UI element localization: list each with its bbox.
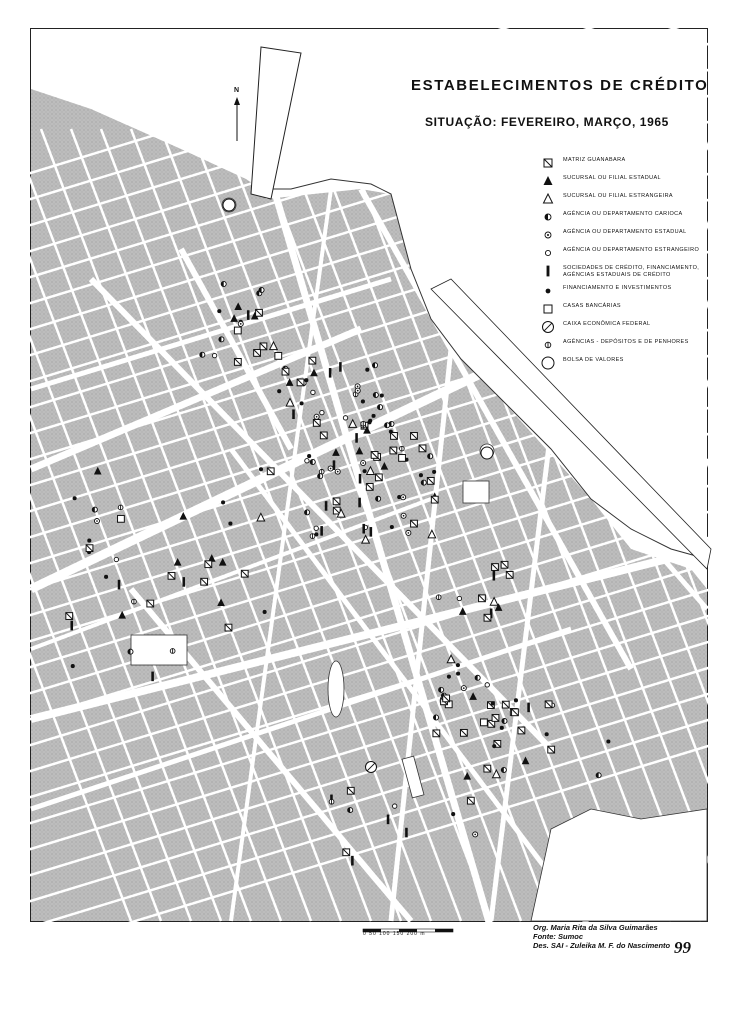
filled-dot-marker [372, 414, 376, 418]
page-number: 99 [674, 938, 691, 957]
filled-dot-icon [539, 285, 557, 297]
legend-item [539, 321, 729, 333]
half-filled-circle-marker [219, 337, 224, 342]
crossed-square-marker [267, 468, 274, 475]
crossed-square-marker [545, 701, 552, 708]
legend-label: AGÊNCIA OU DEPARTAMENTO CARIOCA [563, 211, 683, 217]
scale-labels: 0 50 100 150 200 m [363, 931, 426, 937]
dotted-circle-marker [314, 414, 319, 419]
barred-circle-marker [436, 595, 441, 600]
filled-dot-marker [492, 744, 496, 748]
vertical-bar-marker [325, 501, 328, 511]
vertical-bar-marker [333, 460, 336, 470]
half-filled-circle-marker [378, 405, 383, 410]
crossed-square-marker [492, 715, 499, 722]
vertical-bar-marker [527, 703, 530, 713]
crossed-square-marker [205, 561, 212, 568]
half-filled-circle-marker [596, 773, 601, 778]
half-filled-circle-marker [305, 510, 310, 515]
filled-dot-marker [363, 469, 367, 473]
crossed-square-marker [260, 343, 267, 350]
filled-dot-marker [71, 664, 75, 668]
half-filled-circle-marker [318, 474, 323, 479]
filled-dot-marker [390, 525, 394, 529]
barred-circle-marker [132, 599, 137, 604]
crossed-square-marker [343, 849, 350, 856]
filled-dot-marker [217, 309, 221, 313]
dotted-circle-marker [361, 460, 366, 465]
legend-item [539, 303, 729, 315]
crossed-square-marker [506, 571, 513, 578]
crossed-square-marker [313, 419, 320, 426]
crossed-square-marker [411, 433, 418, 440]
open-small-circle-marker [311, 390, 315, 394]
dotted-circle-marker [406, 530, 411, 535]
crossed-square-marker [366, 484, 373, 491]
slashed-circle-icon [539, 321, 557, 333]
crossed-square-marker [282, 368, 289, 375]
crossed-square-marker [492, 564, 499, 571]
large-open-circle-marker [223, 199, 235, 211]
vertical-bar-marker [355, 433, 358, 443]
credits-line-3: Des. SAI - Zuleika M. F. do Nascimento [533, 941, 671, 950]
crossed-square-marker [501, 561, 508, 568]
half-filled-circle-marker [259, 287, 264, 292]
barred-circle-marker [329, 799, 334, 804]
crossed-square-marker [479, 595, 486, 602]
crossed-square-marker [297, 379, 304, 386]
vertical-bar-marker [70, 621, 73, 631]
crossed-square-marker [484, 614, 491, 621]
open-triangle-icon [539, 193, 557, 205]
barred-circle-icon [539, 339, 557, 351]
credits [533, 923, 670, 950]
legend-label: SUCURSAL OU FILIAL ESTRANGEIRA [563, 193, 674, 199]
crossed-square-marker [391, 433, 398, 440]
filled-dot-marker [304, 378, 308, 382]
legend-item [539, 265, 729, 279]
filled-dot-marker [432, 470, 436, 474]
large-open-circle-icon [539, 357, 557, 369]
filled-dot-marker [307, 454, 311, 458]
legend-label: FINANCIAMENTO E INVESTIMENTOS [563, 285, 672, 291]
half-filled-circle-marker [373, 392, 378, 397]
legend-label: MATRIZ GUANABARA [563, 157, 626, 163]
filled-dot-marker [314, 532, 318, 536]
half-filled-circle-marker [200, 352, 205, 357]
vertical-bar-marker [329, 368, 332, 378]
half-filled-circle-marker [433, 715, 438, 720]
crossed-square-marker [147, 600, 154, 607]
open-small-circle-marker [343, 416, 347, 420]
filled-dot-marker [300, 401, 304, 405]
filled-dot-marker [367, 420, 371, 424]
crossed-square-marker [201, 578, 208, 585]
crossed-square-marker [225, 624, 232, 631]
legend-label: AGÊNCIA OU DEPARTAMENTO ESTADUAL [563, 229, 687, 235]
open-small-circle-marker [305, 459, 309, 463]
filled-dot-marker [397, 495, 401, 499]
half-filled-circle-icon [539, 211, 557, 223]
legend-label: CASAS BANCÁRIAS [563, 303, 621, 309]
filled-dot-marker [361, 399, 365, 403]
crossed-square-marker [419, 445, 426, 452]
open-square-marker [118, 515, 125, 522]
half-filled-circle-marker [428, 454, 433, 459]
vertical-bar-marker [351, 856, 354, 866]
half-filled-circle-marker [475, 675, 480, 680]
open-small-circle-marker [485, 683, 489, 687]
barred-circle-marker [170, 649, 175, 654]
legend-label: BOLSA DE VALORES [563, 357, 624, 363]
legend-item [539, 357, 729, 369]
filled-dot-marker [277, 389, 281, 393]
crossed-square-marker [484, 765, 491, 772]
filled-triangle-icon [539, 175, 557, 187]
slashed-circle-marker [366, 762, 377, 773]
open-square-marker [481, 719, 488, 726]
legend-label: AGÊNCIA OU DEPARTAMENTO ESTRANGEIRO [563, 247, 700, 253]
crossed-square-marker [431, 496, 438, 503]
legend [539, 157, 729, 375]
dotted-circle-marker [328, 466, 333, 471]
filled-dot-marker [263, 610, 267, 614]
legend-item [539, 285, 729, 297]
open-square-marker [399, 455, 406, 462]
north-label: N [234, 87, 240, 94]
half-filled-circle-marker [421, 480, 426, 485]
crossed-square-marker [502, 701, 509, 708]
crossed-square-marker [168, 572, 175, 579]
vertical-bar-marker [320, 526, 323, 536]
half-filled-circle-marker [439, 687, 444, 692]
vertical-bar-marker [118, 580, 121, 590]
credits-line-1: Org. Maria Rita da Silva Guimarães [533, 923, 658, 932]
crossed-square-marker [241, 570, 248, 577]
vertical-bar-marker [405, 828, 408, 838]
legend-label: SOCIEDADES DE CRÉDITO, FINANCIAMENTO, AGÊNCIAS ESTADUAIS DE CRÉDITO [563, 265, 700, 278]
map-title: ESTABELECIMENTOS DE CRÉDITO [411, 77, 709, 94]
dotted-circle-marker [335, 469, 340, 474]
crossed-square-marker [254, 350, 261, 357]
crossed-square-marker [518, 727, 525, 734]
vertical-bar-marker [370, 527, 373, 537]
vertical-bar-marker [339, 362, 342, 372]
half-filled-circle-marker [502, 718, 507, 723]
open-small-circle-marker [320, 410, 324, 414]
half-filled-circle-marker [310, 459, 315, 464]
half-filled-circle-marker [128, 649, 133, 654]
filled-dot-marker [456, 663, 460, 667]
open-small-circle-marker [314, 526, 318, 530]
crossed-square-marker [309, 357, 316, 364]
open-small-circle-marker [212, 353, 216, 357]
legend-item [539, 339, 729, 351]
open-square-icon [539, 303, 557, 315]
vertical-bar-marker [151, 672, 154, 682]
barred-circle-marker [118, 505, 123, 510]
half-filled-circle-marker [372, 363, 377, 368]
filled-dot-marker [221, 500, 225, 504]
crossed-square-marker [347, 787, 354, 794]
dotted-circle-marker [238, 321, 243, 326]
half-filled-circle-marker [348, 808, 353, 813]
map-subtitle: SITUAÇÃO: FEVEREIRO, MARÇO, 1965 [425, 115, 669, 129]
crossed-square-marker [333, 498, 340, 505]
barred-circle-marker [399, 446, 404, 451]
half-filled-circle-marker [385, 423, 390, 428]
vertical-bar-marker [362, 524, 365, 534]
legend-item [539, 211, 729, 223]
legend-label: CAIXA ECONÔMICA FEDERAL [563, 321, 651, 327]
filled-dot-marker [451, 812, 455, 816]
crossed-square-marker [256, 309, 263, 316]
filled-dot-marker [259, 467, 263, 471]
filled-dot-marker [456, 672, 460, 676]
filled-dot-marker [514, 698, 518, 702]
crossed-square-marker [443, 695, 450, 702]
legend-item [539, 175, 729, 187]
dotted-circle-marker [94, 519, 99, 524]
vertical-bar-marker [387, 815, 390, 825]
filled-dot-marker [447, 675, 451, 679]
open-small-circle-marker [114, 557, 118, 561]
crossed-square-marker [375, 474, 382, 481]
vertical-bar-marker [493, 571, 496, 581]
crossed-square-marker [234, 359, 241, 366]
filled-dot-marker [380, 394, 384, 398]
dotted-circle-marker [473, 832, 478, 837]
filled-dot-marker [419, 473, 423, 477]
crossed-square-icon [539, 157, 557, 169]
crossed-square-marker [433, 730, 440, 737]
crossed-square-marker [548, 746, 555, 753]
half-filled-circle-marker [501, 767, 506, 772]
dotted-circle-marker [355, 388, 360, 393]
filled-dot-marker [87, 539, 91, 543]
large-open-circle-marker [481, 447, 493, 459]
legend-item [539, 157, 729, 169]
half-filled-circle-marker [376, 496, 381, 501]
dotted-circle-marker [401, 495, 406, 500]
filled-dot-marker [500, 726, 504, 730]
crossed-square-marker [411, 520, 418, 527]
vertical-bar-marker [292, 409, 295, 419]
dotted-circle-icon [539, 229, 557, 241]
filled-dot-marker [606, 739, 610, 743]
open-small-circle-marker [392, 804, 396, 808]
filled-dot-marker [365, 368, 369, 372]
barred-circle-marker [310, 534, 315, 539]
filled-dot-marker [228, 522, 232, 526]
crossed-square-marker [467, 797, 474, 804]
crossed-square-marker [320, 432, 327, 439]
crossed-square-marker [371, 452, 378, 459]
credits-line-2: Fonte: Sumoc [533, 932, 583, 941]
crossed-square-marker [66, 613, 73, 620]
half-filled-circle-marker [221, 281, 226, 286]
crossed-square-marker [460, 729, 467, 736]
vertical-bar-marker [247, 310, 250, 320]
dotted-circle-marker [401, 513, 406, 518]
open-square-marker [234, 327, 241, 334]
filled-dot-marker [545, 732, 549, 736]
open-small-circle-icon [539, 247, 557, 259]
crossed-square-marker [427, 477, 434, 484]
vertical-bar-marker [358, 498, 361, 508]
vertical-bar-marker [359, 474, 362, 484]
filled-dot-marker [73, 496, 77, 500]
north-arrow [231, 91, 243, 141]
half-filled-circle-marker [92, 507, 97, 512]
legend-label: SUCURSAL OU FILIAL ESTADUAL [563, 175, 662, 181]
legend-item [539, 247, 729, 259]
filled-dot-marker [104, 575, 108, 579]
open-square-marker [275, 352, 282, 359]
legend-item [539, 229, 729, 241]
vertical-bar-marker [182, 577, 185, 587]
vertical-bar-icon [539, 265, 557, 277]
open-small-circle-marker [457, 596, 461, 600]
legend-label: AGÊNCIAS - DEPÓSITOS E DE PENHORES [563, 339, 689, 345]
barred-circle-marker [361, 421, 366, 426]
crossed-square-marker [512, 709, 519, 716]
crossed-square-marker [86, 545, 93, 552]
legend-item [539, 193, 729, 205]
crossed-square-marker [390, 447, 397, 454]
filled-dot-marker [491, 701, 495, 705]
dotted-circle-marker [461, 686, 466, 691]
